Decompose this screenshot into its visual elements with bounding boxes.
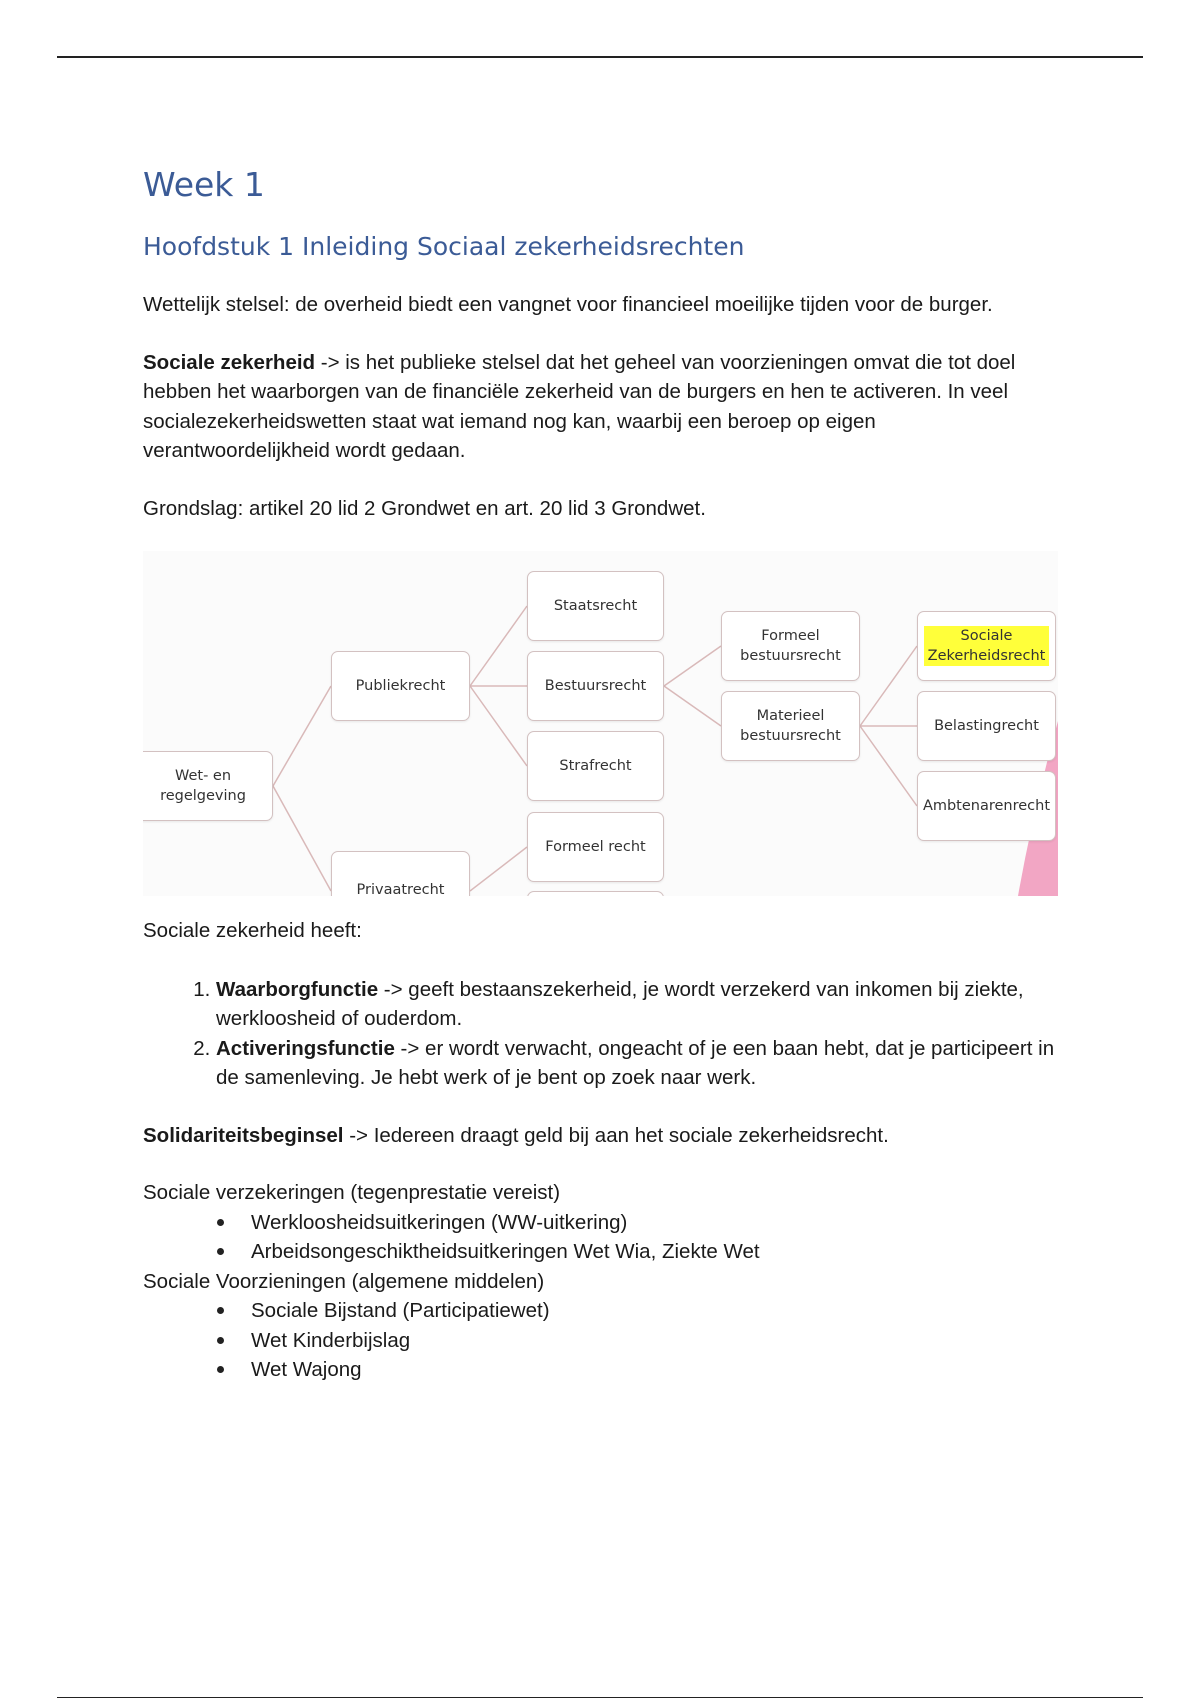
connector-privaat-formeel bbox=[470, 847, 527, 891]
connector-root-publiek bbox=[273, 686, 331, 786]
node-sociale-zekerheidsrecht bbox=[917, 611, 1056, 681]
node-privaatrecht: Privaatrecht bbox=[331, 851, 470, 896]
functions-intro: Sociale zekerheid heeft: bbox=[143, 919, 362, 942]
node-bestuursrecht: Bestuursrecht bbox=[527, 651, 664, 721]
list-item bbox=[216, 975, 1063, 1034]
connector-publiek-staats bbox=[470, 606, 527, 686]
law-hierarchy-diagram bbox=[143, 551, 1058, 896]
node-ambtenarenrecht: Ambtenarenrecht bbox=[917, 771, 1056, 841]
node-materieel-bestuursrecht: Materieel bestuursrecht bbox=[721, 691, 860, 761]
highlighted-label: Sociale Zekerheidsrecht bbox=[924, 626, 1049, 666]
connector-materieel-ambtenaren bbox=[860, 726, 917, 806]
intro-paragraph: Wettelijk stelsel: de overheid biedt een vangnet voor financieel moeilijke tijden voor de burger. bbox=[143, 293, 993, 316]
connector-bestuurs-formeelb bbox=[664, 646, 721, 686]
footer-rule bbox=[57, 1697, 1143, 1698]
function-term: Waarborgfunctie bbox=[216, 977, 379, 1001]
list-item: Werkloosheidsuitkeringen (WW-uitkering) bbox=[251, 1208, 1063, 1238]
list-item: Sociale Bijstand (Participatiewet) bbox=[251, 1296, 1063, 1326]
function-term: Activeringsfunctie bbox=[216, 1036, 395, 1060]
solidarity-term: Solidariteitsbeginsel bbox=[143, 1123, 344, 1147]
verzekeringen-title: Sociale verzekeringen (tegenprestatie vereist) bbox=[143, 1181, 561, 1204]
grondslag-paragraph: Grondslag: artikel 20 lid 2 Grondwet en art. 20 lid 3 Grondwet. bbox=[143, 496, 706, 520]
node-publiekrecht: Publiekrecht bbox=[331, 651, 470, 721]
chapter-heading: Hoofdstuk 1 Inleiding Sociaal zekerheidsrechten bbox=[143, 232, 745, 261]
functions-list bbox=[143, 975, 1063, 1093]
voorzieningen-title: Sociale Voorzieningen (algemene middelen) bbox=[143, 1269, 545, 1293]
connector-publiek-straf bbox=[470, 686, 527, 766]
definition-paragraph bbox=[143, 348, 1063, 466]
connector-materieel-sociale bbox=[860, 646, 917, 726]
function-text: -> geeft bestaanszekerheid, je wordt verzekerd van inkomen bij ziekte, werkloosheid of ouderdom. bbox=[216, 977, 1024, 1030]
definition-term: Sociale zekerheid bbox=[143, 350, 316, 374]
node-formeel-recht: Formeel recht bbox=[527, 812, 664, 882]
node-clipped bbox=[527, 891, 664, 896]
solidarity-text: -> Iedereen draagt geld bij aan het sociale zekerheidsrecht. bbox=[343, 1123, 889, 1147]
node-belastingrecht: Belastingrecht bbox=[917, 691, 1056, 761]
document-body bbox=[143, 160, 1063, 1385]
page-title: Week 1 bbox=[143, 165, 265, 204]
solidarity-paragraph bbox=[143, 1121, 1063, 1151]
list-item: Wet Kinderbijslag bbox=[251, 1326, 1063, 1356]
list-item bbox=[216, 1034, 1063, 1093]
node-staatsrecht: Staatsrecht bbox=[527, 571, 664, 641]
function-text: -> er wordt verwacht, ongeacht of je een baan hebt, dat je participeert in de samenleving. Je hebt werk of je bent op zoek naar werk. bbox=[216, 1036, 1055, 1089]
verzekeringen-list bbox=[143, 1208, 1063, 1267]
voorzieningen-list bbox=[143, 1296, 1063, 1385]
list-item: Wet Wajong bbox=[251, 1355, 1063, 1385]
list-item: Arbeidsongeschiktheidsuitkeringen Wet Wia, Ziekte Wet bbox=[251, 1237, 1063, 1267]
node-strafrecht: Strafrecht bbox=[527, 731, 664, 801]
connector-root-privaat bbox=[273, 786, 331, 891]
connector-bestuurs-materieel bbox=[664, 686, 721, 726]
node-wet-en-regelgeving: Wet- en regelgeving bbox=[143, 751, 273, 821]
definition-text: -> is het publieke stelsel dat het geheel van voorzieningen omvat die tot doel hebben het waarborgen van de financiële zekerheid van de burgers en hen te activeren. In veel socialezekerheidswetten staat wat iemand nog kan, waarbij een beroep op eigen verantwoordelijkheid wordt gedaan. bbox=[143, 350, 1016, 462]
header-rule bbox=[57, 56, 1143, 58]
node-formeel-bestuursrecht: Formeel bestuursrecht bbox=[721, 611, 860, 681]
